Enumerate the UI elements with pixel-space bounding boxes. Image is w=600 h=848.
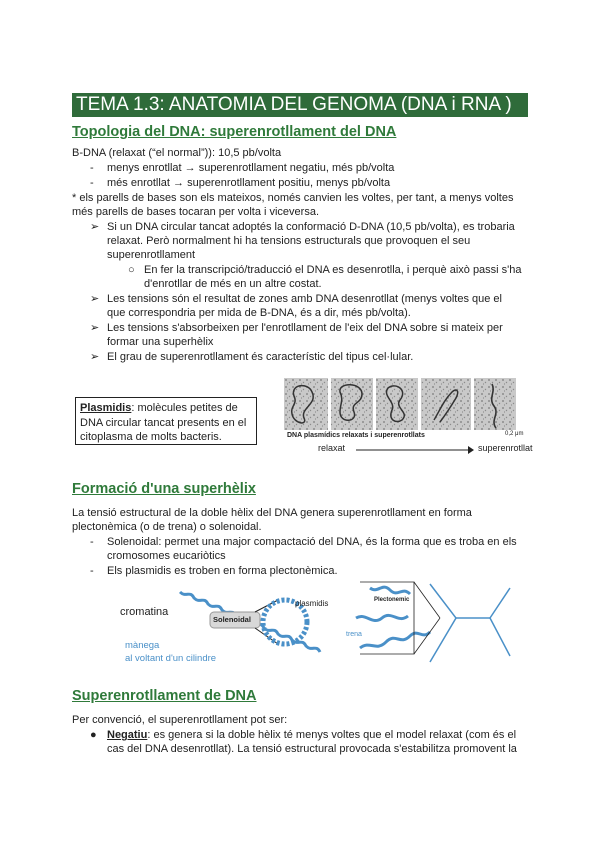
relaxat-label: relaxat	[318, 443, 346, 453]
superenrotllat-label: superenrotllat	[478, 443, 533, 453]
plasmid-term: Plasmidis	[80, 402, 132, 414]
negatiu-term: Negatiu	[107, 729, 148, 741]
dash-item-plectonemica: Els plasmidis es troben en forma plectonèmica.	[107, 565, 338, 577]
negatiu-text-cont: cas del DNA desenrotllat). La tensió estructural provocada s'estabilitza promovent la	[107, 743, 517, 755]
plasmid-def-text: : molècules petites de	[131, 402, 238, 414]
manega-label: al voltant d'un cilindre	[125, 653, 217, 664]
plasmid-micrograph	[284, 378, 516, 430]
paragraph-line: La tensió estructural de la doble hèlix del DNA genera superenrotllament en forma	[72, 507, 472, 519]
note-line: més parells de bases tocaran per volta i viceversa.	[72, 206, 320, 218]
micrograph-scale: 0,2 μm	[505, 431, 524, 437]
micrograph-caption: DNA plasmídics relaxats i superenrotllats	[287, 432, 425, 439]
negatiu-item	[107, 728, 516, 742]
dash-mark: -	[90, 177, 94, 189]
section-heading-superenrotllament: Superenrotllament de DNA	[72, 688, 257, 704]
negatiu-text: : es genera si la doble hèlix té menys voltes que el model relaxat (com és el	[147, 729, 517, 741]
relaxat-to-super-arrow	[356, 445, 474, 455]
page-title: TEMA 1.3: ANATOMIA DEL GENOMA (DNA i RNA )	[72, 93, 528, 117]
filled-bullet-icon: ●	[90, 729, 97, 741]
section-heading-superhelix: Formació d'una superhèlix	[72, 481, 256, 497]
arrow-bullet-icon: ➢	[90, 351, 100, 363]
plectonemic-label: Plectonemic	[374, 597, 410, 603]
arrow-bullet-icon: ➢	[90, 221, 100, 233]
dash-item-negatiu: menys enrotllat → superenrotllament negatiu, més pb/volta	[107, 162, 395, 174]
plasmid-def-text: DNA circular tancat presents en el	[80, 416, 247, 429]
solenoidal-label: Solenoidal	[213, 615, 251, 624]
arrow-item-text: superenrotllament	[107, 249, 196, 261]
arrow-item-text: Les tensions s'absorbeixen per l'enrotllament de l'eix del DNA sobre si mateix per	[107, 322, 503, 334]
plasmidis-label: plasmidis	[295, 599, 329, 608]
paragraph-line: plectonèmica (o de trena) o solenoidal.	[72, 521, 262, 533]
arrow-item-text: que correspondria per mida de B-DNA, és a dir, més pb/volta).	[107, 307, 411, 319]
sub-item-text: d'enrotllar de més en un altre costat.	[144, 278, 322, 290]
dash-item-solenoidal: cromosomes eucariòtics	[107, 550, 226, 562]
sub-item-text: En fer la transcripció/traducció el DNA es desenrotlla, i perquè això passi s'ha	[144, 264, 522, 276]
trena-label: trena	[346, 631, 362, 638]
dash-item-positiu: més enrotllat → superenrotllament positiu, menys pb/volta	[107, 177, 391, 189]
dash-mark: -	[90, 162, 94, 174]
arrow-item-text: El grau de superenrotllament és característic del tipus cel·lular.	[107, 351, 414, 363]
arrow-item-text: relaxat. Però normalment hi ha tensions estructurals que provoquen el seu	[107, 235, 471, 247]
dash-mark: -	[90, 536, 94, 548]
circle-bullet-icon: ○	[128, 264, 135, 276]
plasmid-def-text: citoplasma de molts bacteris.	[80, 431, 222, 443]
arrow-item-text: Les tensions són el resultat de zones amb DNA desenrotllat (menys voltes que el	[107, 293, 502, 305]
arrow-item-text: Si un DNA circular tancat adoptés la conformació D-DNA (10,5 pb/volta), es trobaria	[107, 221, 515, 233]
plasmid-definition-box	[75, 397, 257, 445]
paragraph-line: Per convenció, el superenrotllament pot ser:	[72, 714, 288, 726]
arrow-bullet-icon: ➢	[90, 322, 100, 334]
arrow-item-text: formar una superhèlix	[107, 336, 214, 348]
dash-item-solenoidal: Solenoidal: permet una major compactació del DNA, és la forma que es troba en els	[107, 536, 517, 548]
section-heading-topologia: Topologia del DNA: superenrotllament del DNA	[72, 124, 397, 140]
bdna-line: B-DNA (relaxat (“el normal”)): 10,5 pb/volta	[72, 147, 282, 159]
note-line: * els parells de bases son els mateixos, només canvien les voltes, per tant, a menys voltes	[72, 192, 514, 204]
cromatina-label: cromatina	[120, 606, 169, 618]
dash-mark: -	[90, 565, 94, 577]
manega-label: mànega	[125, 640, 160, 651]
arrow-bullet-icon: ➢	[90, 293, 100, 305]
